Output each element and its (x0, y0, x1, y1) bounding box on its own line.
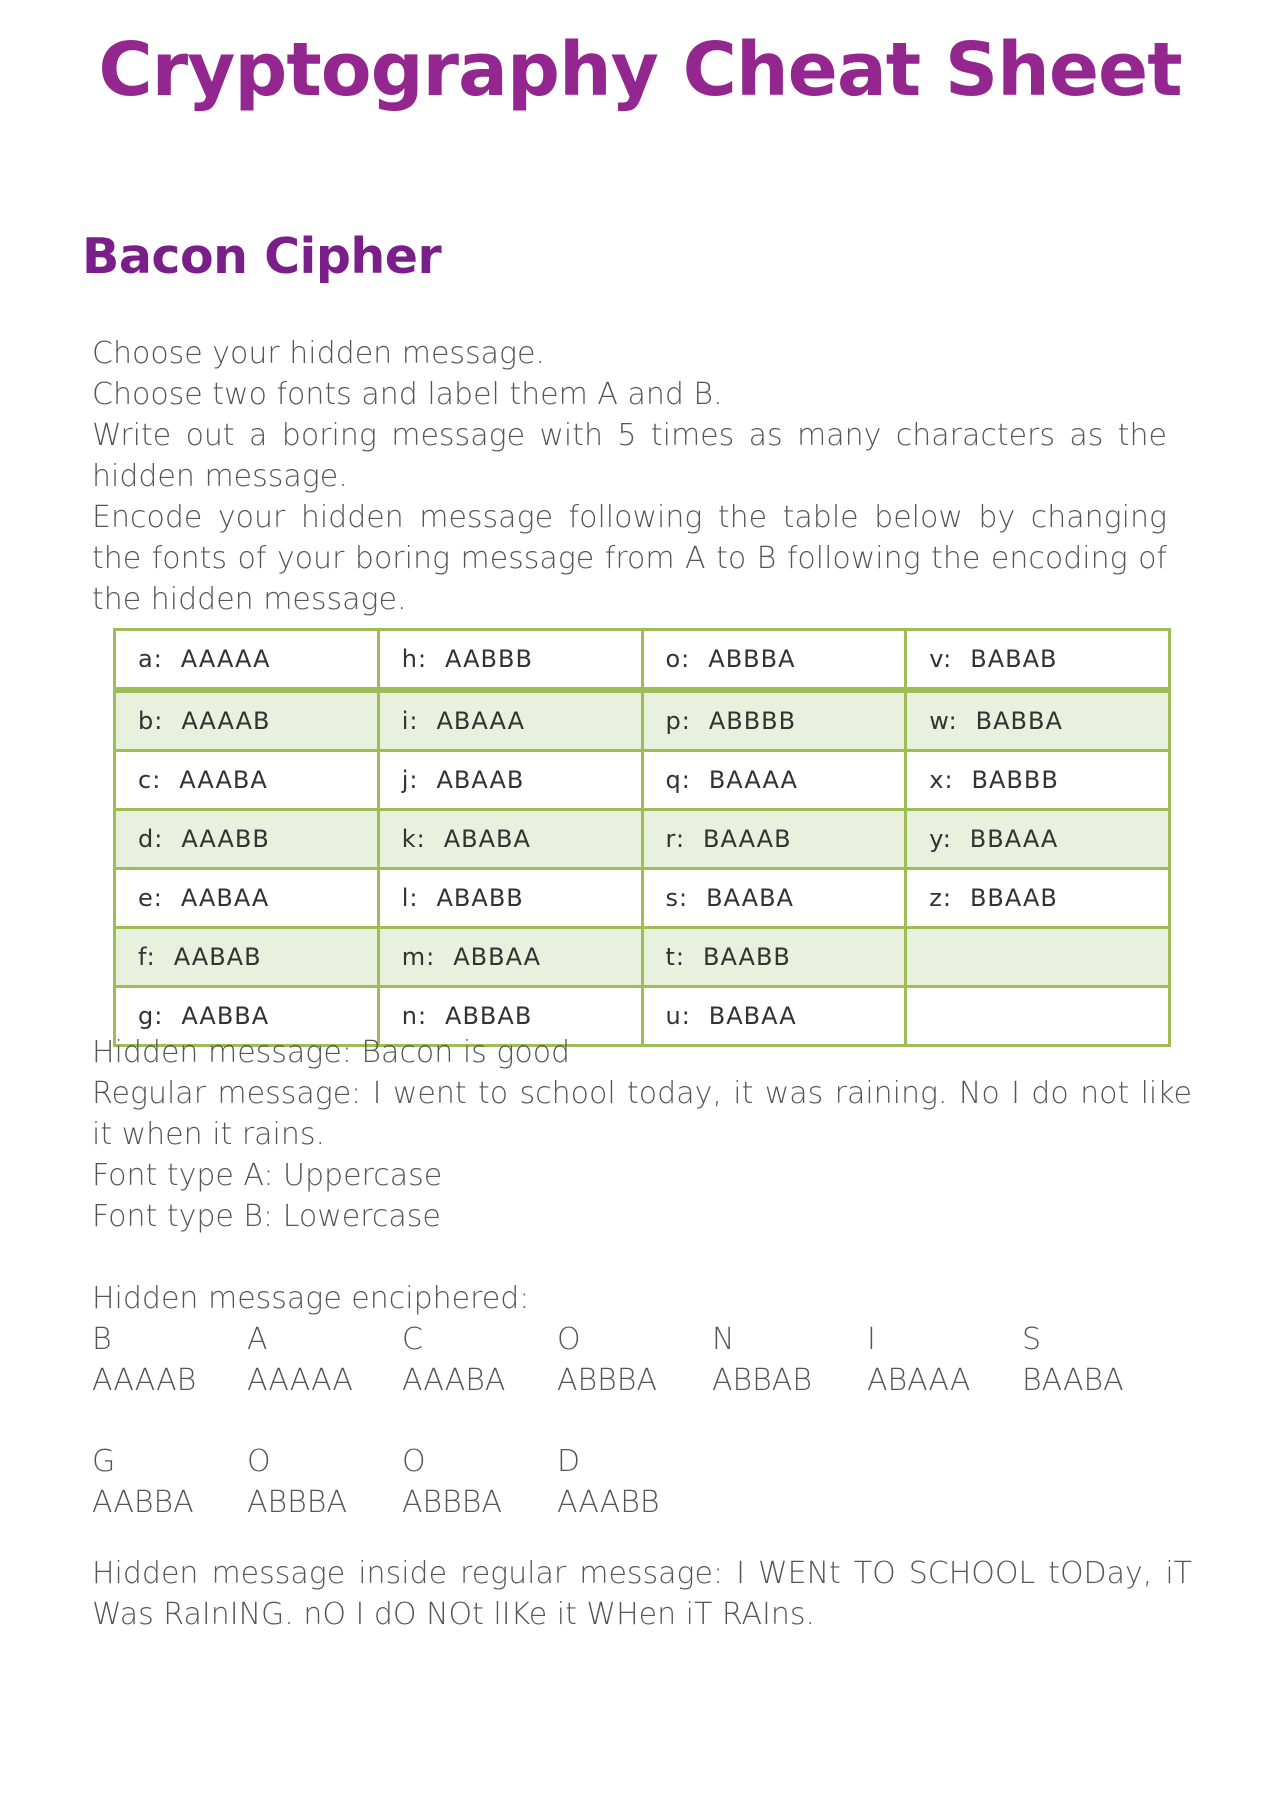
cipher-code: ABBBB (708, 707, 797, 735)
cipher-code: BAABB (703, 943, 791, 971)
cipher-letter: o: (665, 645, 691, 673)
table-cell (378, 869, 642, 928)
cipher-code: ABABB (436, 884, 524, 912)
cipher-code: BABAB (970, 645, 1058, 673)
instructions (92, 333, 1167, 620)
cipher-code: BABAA (708, 1002, 797, 1030)
table-cell (642, 869, 906, 928)
cipher-code: BAAAB (703, 825, 792, 853)
table-cell (642, 690, 906, 751)
enciphered-code: AAABA (402, 1363, 506, 1398)
table-cell (906, 928, 1170, 987)
enciphered-letter: S (1022, 1322, 1042, 1357)
enciphered-code: AABBA (92, 1485, 194, 1520)
example-section (92, 1032, 1192, 1237)
cipher-code: BABBA (975, 707, 1063, 735)
cipher-letter: d: (138, 825, 164, 853)
enciphered-code: ABAAA (867, 1363, 971, 1398)
enciphered-code: ABBAB (712, 1363, 812, 1398)
enciphered-letter: D (557, 1444, 581, 1479)
cipher-letter: g: (138, 1002, 164, 1030)
table-row (115, 630, 1170, 691)
cipher-letter: w: (929, 707, 958, 735)
hidden-message-line: Hidden message: Bacon is good (92, 1035, 571, 1070)
bacon-cipher-table (113, 628, 1171, 1047)
table-row (115, 751, 1170, 810)
enciphered-code: AAAAA (247, 1363, 353, 1398)
instruction-4: Encode your hidden message following the table below by changing the fonts of your boring message from A to B following the encoding of the hidden message. (92, 500, 1167, 617)
cipher-code: AABBB (445, 645, 533, 673)
enciphered-cell (1022, 1319, 1172, 1401)
page-title: Cryptography Cheat Sheet (98, 27, 1182, 113)
cipher-code: AAAAA (180, 645, 271, 673)
cipher-letter: z: (929, 884, 952, 912)
cipher-code: BABBB (971, 766, 1059, 794)
cipher-letter: i: (401, 707, 419, 735)
cipher-code: ABBAA (453, 943, 542, 971)
cipher-code: AAAAB (181, 707, 271, 735)
table-cell (906, 869, 1170, 928)
table-cell (115, 928, 379, 987)
hidden-inside-text: Hidden message inside regular message: I WENt TO SCHOOL tODay, iT Was RaInING. nO I dO NOt lIKe it WHen iT RAIns. (92, 1556, 1192, 1632)
cipher-code: BBAAA (969, 825, 1059, 853)
table-cell (378, 630, 642, 691)
enciphered-cell (247, 1441, 397, 1523)
enciphered-code: ABBBA (402, 1485, 502, 1520)
cipher-letter: k: (401, 825, 426, 853)
font-type-b-line: Font type B: Lowercase (92, 1199, 441, 1234)
cipher-letter: l: (401, 884, 419, 912)
enciphered-cell (557, 1441, 707, 1523)
instruction-1: Choose your hidden message. (92, 336, 546, 371)
table-cell (378, 928, 642, 987)
instruction-3: Write out a boring message with 5 times as many characters as the hidden message. (92, 418, 1167, 494)
cipher-letter: p: (665, 707, 691, 735)
enciphered-cell (557, 1319, 707, 1401)
cipher-letter: r: (665, 825, 686, 853)
enciphered-cell (92, 1319, 242, 1401)
enciphered-code: ABBBA (247, 1485, 347, 1520)
enciphered-cell (402, 1441, 552, 1523)
cipher-code: BAABA (706, 884, 794, 912)
hidden-inside-regular (92, 1553, 1192, 1635)
cipher-code: ABAAB (436, 766, 525, 794)
enciphered-letter: B (92, 1322, 112, 1357)
table-cell (642, 751, 906, 810)
enciphered-letter: A (247, 1322, 268, 1357)
cipher-code: AAABA (179, 766, 268, 794)
table-cell (115, 810, 379, 869)
enciphered-cell (92, 1441, 242, 1523)
enciphered-letter: O (557, 1322, 581, 1357)
cipher-code: AABAB (173, 943, 262, 971)
enciphered-cell (247, 1319, 397, 1401)
cipher-letter: s: (665, 884, 689, 912)
cipher-letter: m: (401, 943, 436, 971)
table-row (115, 810, 1170, 869)
enciphered-code: BAABA (1022, 1363, 1124, 1398)
cipher-code: ABAAA (436, 707, 525, 735)
table-cell (642, 630, 906, 691)
enciphered-letter: C (402, 1322, 423, 1357)
cipher-code: AABAA (180, 884, 270, 912)
table-cell (378, 751, 642, 810)
enciphered-letter: O (402, 1444, 426, 1479)
enciphered-letter: G (92, 1444, 116, 1479)
table-cell (115, 751, 379, 810)
font-type-a-line: Font type A: Uppercase (92, 1158, 443, 1193)
enciphered-letter: I (867, 1322, 876, 1357)
table-cell (378, 810, 642, 869)
enciphered-cell (712, 1319, 862, 1401)
table-cell (378, 690, 642, 751)
table-row (115, 928, 1170, 987)
cipher-letter: a: (138, 645, 163, 673)
table-row (115, 869, 1170, 928)
enciphered-code: ABBBA (557, 1363, 657, 1398)
cipher-code: ABBAB (445, 1002, 533, 1030)
cipher-letter: v: (929, 645, 953, 673)
cipher-code: ABABA (443, 825, 531, 853)
cipher-letter: b: (138, 707, 164, 735)
enciphered-code: AAABB (557, 1485, 660, 1520)
table-cell (115, 869, 379, 928)
table-cell (906, 690, 1170, 751)
cipher-letter: j: (401, 766, 419, 794)
table-cell (642, 928, 906, 987)
table-cell (115, 630, 379, 691)
cipher-code: ABBBA (708, 645, 796, 673)
cipher-letter: t: (665, 943, 685, 971)
cipher-letter: q: (665, 766, 691, 794)
cipher-letter: n: (401, 1002, 428, 1030)
cipher-letter: u: (665, 1002, 691, 1030)
cipher-code: BBAAB (969, 884, 1058, 912)
table-cell (906, 630, 1170, 691)
cipher-letter: h: (401, 645, 428, 673)
cipher-code: BAAAA (708, 766, 798, 794)
section-heading-bacon-cipher: Bacon Cipher (82, 228, 442, 285)
cipher-code: AABBA (181, 1002, 270, 1030)
instruction-2: Choose two fonts and label them A and B. (92, 377, 723, 412)
table-cell (906, 751, 1170, 810)
enciphered-letter: N (712, 1322, 735, 1357)
enciphered-cell (402, 1319, 552, 1401)
enciphered-cell (867, 1319, 1017, 1401)
cipher-letter: e: (138, 884, 163, 912)
cipher-letter: x: (929, 766, 954, 794)
cipher-letter: y: (929, 825, 952, 853)
table-cell (906, 810, 1170, 869)
regular-message-line: Regular message: I went to school today, it was raining. No I do not like it when it rains. (92, 1076, 1192, 1152)
enciphered-code: AAAAB (92, 1363, 197, 1398)
cipher-code: AAABB (181, 825, 270, 853)
cipher-letter: f: (138, 943, 156, 971)
table-cell (642, 810, 906, 869)
table-cell (115, 690, 379, 751)
table-row (115, 690, 1170, 751)
enciphered-label: Hidden message enciphered: (92, 1281, 530, 1316)
cipher-letter: c: (138, 766, 162, 794)
enciphered-letter: O (247, 1444, 271, 1479)
